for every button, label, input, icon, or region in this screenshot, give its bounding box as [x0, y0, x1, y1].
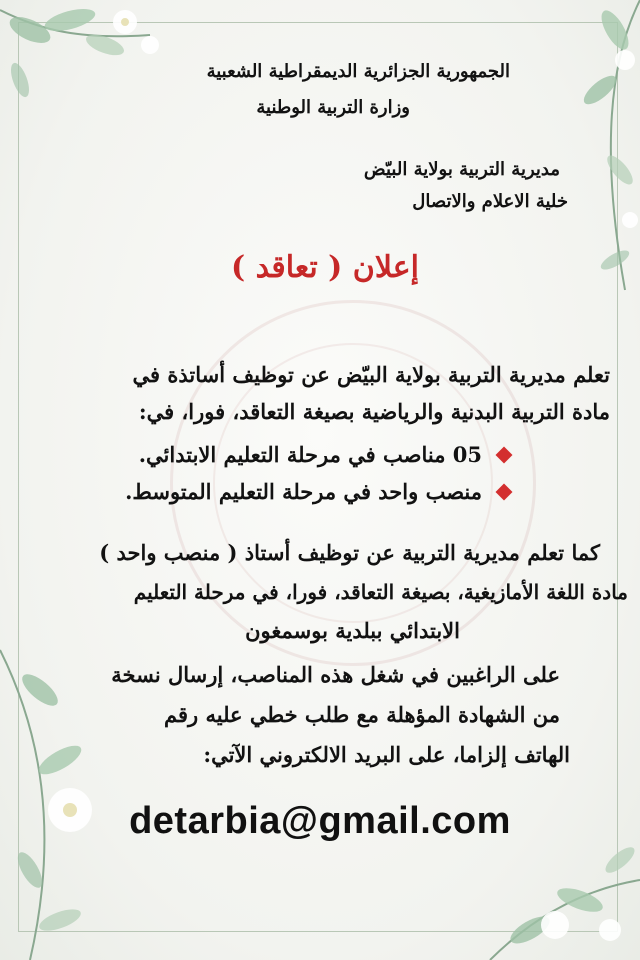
- bullet-text: 05 مناصب في مرحلة التعليم الابتدائي.: [138, 442, 482, 467]
- diamond-bullet-icon: [496, 447, 513, 464]
- floral-corner-top-left-icon: [0, 0, 190, 120]
- ministry-heading: وزارة التربية الوطنية: [256, 97, 410, 118]
- republic-heading: الجمهورية الجزائرية الديمقراطية الشعبية: [206, 61, 510, 82]
- intro-line-1: تعلم مديرية التربية بولاية البيّض عن توظيف أساتذة في: [132, 362, 610, 387]
- intro-line-2: مادة التربية البدنية والرياضية بصيغة التعاقد، فورا، في:: [138, 399, 610, 424]
- directorate-heading: مديرية التربية بولاية البيّض: [363, 159, 560, 180]
- second-line-1: كما تعلم مديرية التربية عن توظيف أستاذ ( منصب واحد ): [99, 540, 600, 565]
- diamond-bullet-icon: [496, 484, 513, 501]
- second-line-3: الابتدائي ببلدية بوسمغون: [245, 618, 460, 643]
- bullet-item: [139, 437, 510, 473]
- apply-line-3: الهاتف إلزاما، على البريد الالكتروني الآتي:: [203, 742, 570, 767]
- floral-corner-bottom-right-icon: [470, 830, 640, 960]
- media-cell-heading: خلية الاعلام والاتصال: [412, 191, 568, 212]
- page-title: إعلان ( تعاقد ): [231, 250, 419, 285]
- bullet-item: [125, 474, 510, 510]
- floral-corner-top-right-icon: [530, 0, 640, 300]
- contact-email[interactable]: detarbia@gmail.com: [129, 800, 511, 842]
- apply-line-2: من الشهادة المؤهلة مع طلب خطي عليه رقم: [164, 702, 560, 727]
- second-line-2: مادة اللغة الأمازيغية، بصيغة التعاقد، فورا، في مرحلة التعليم: [133, 580, 628, 604]
- apply-line-1: على الراغبين في شغل هذه المناصب، إرسال نسخة: [111, 662, 560, 687]
- bullet-text: منصب واحد في مرحلة التعليم المتوسط.: [125, 479, 482, 504]
